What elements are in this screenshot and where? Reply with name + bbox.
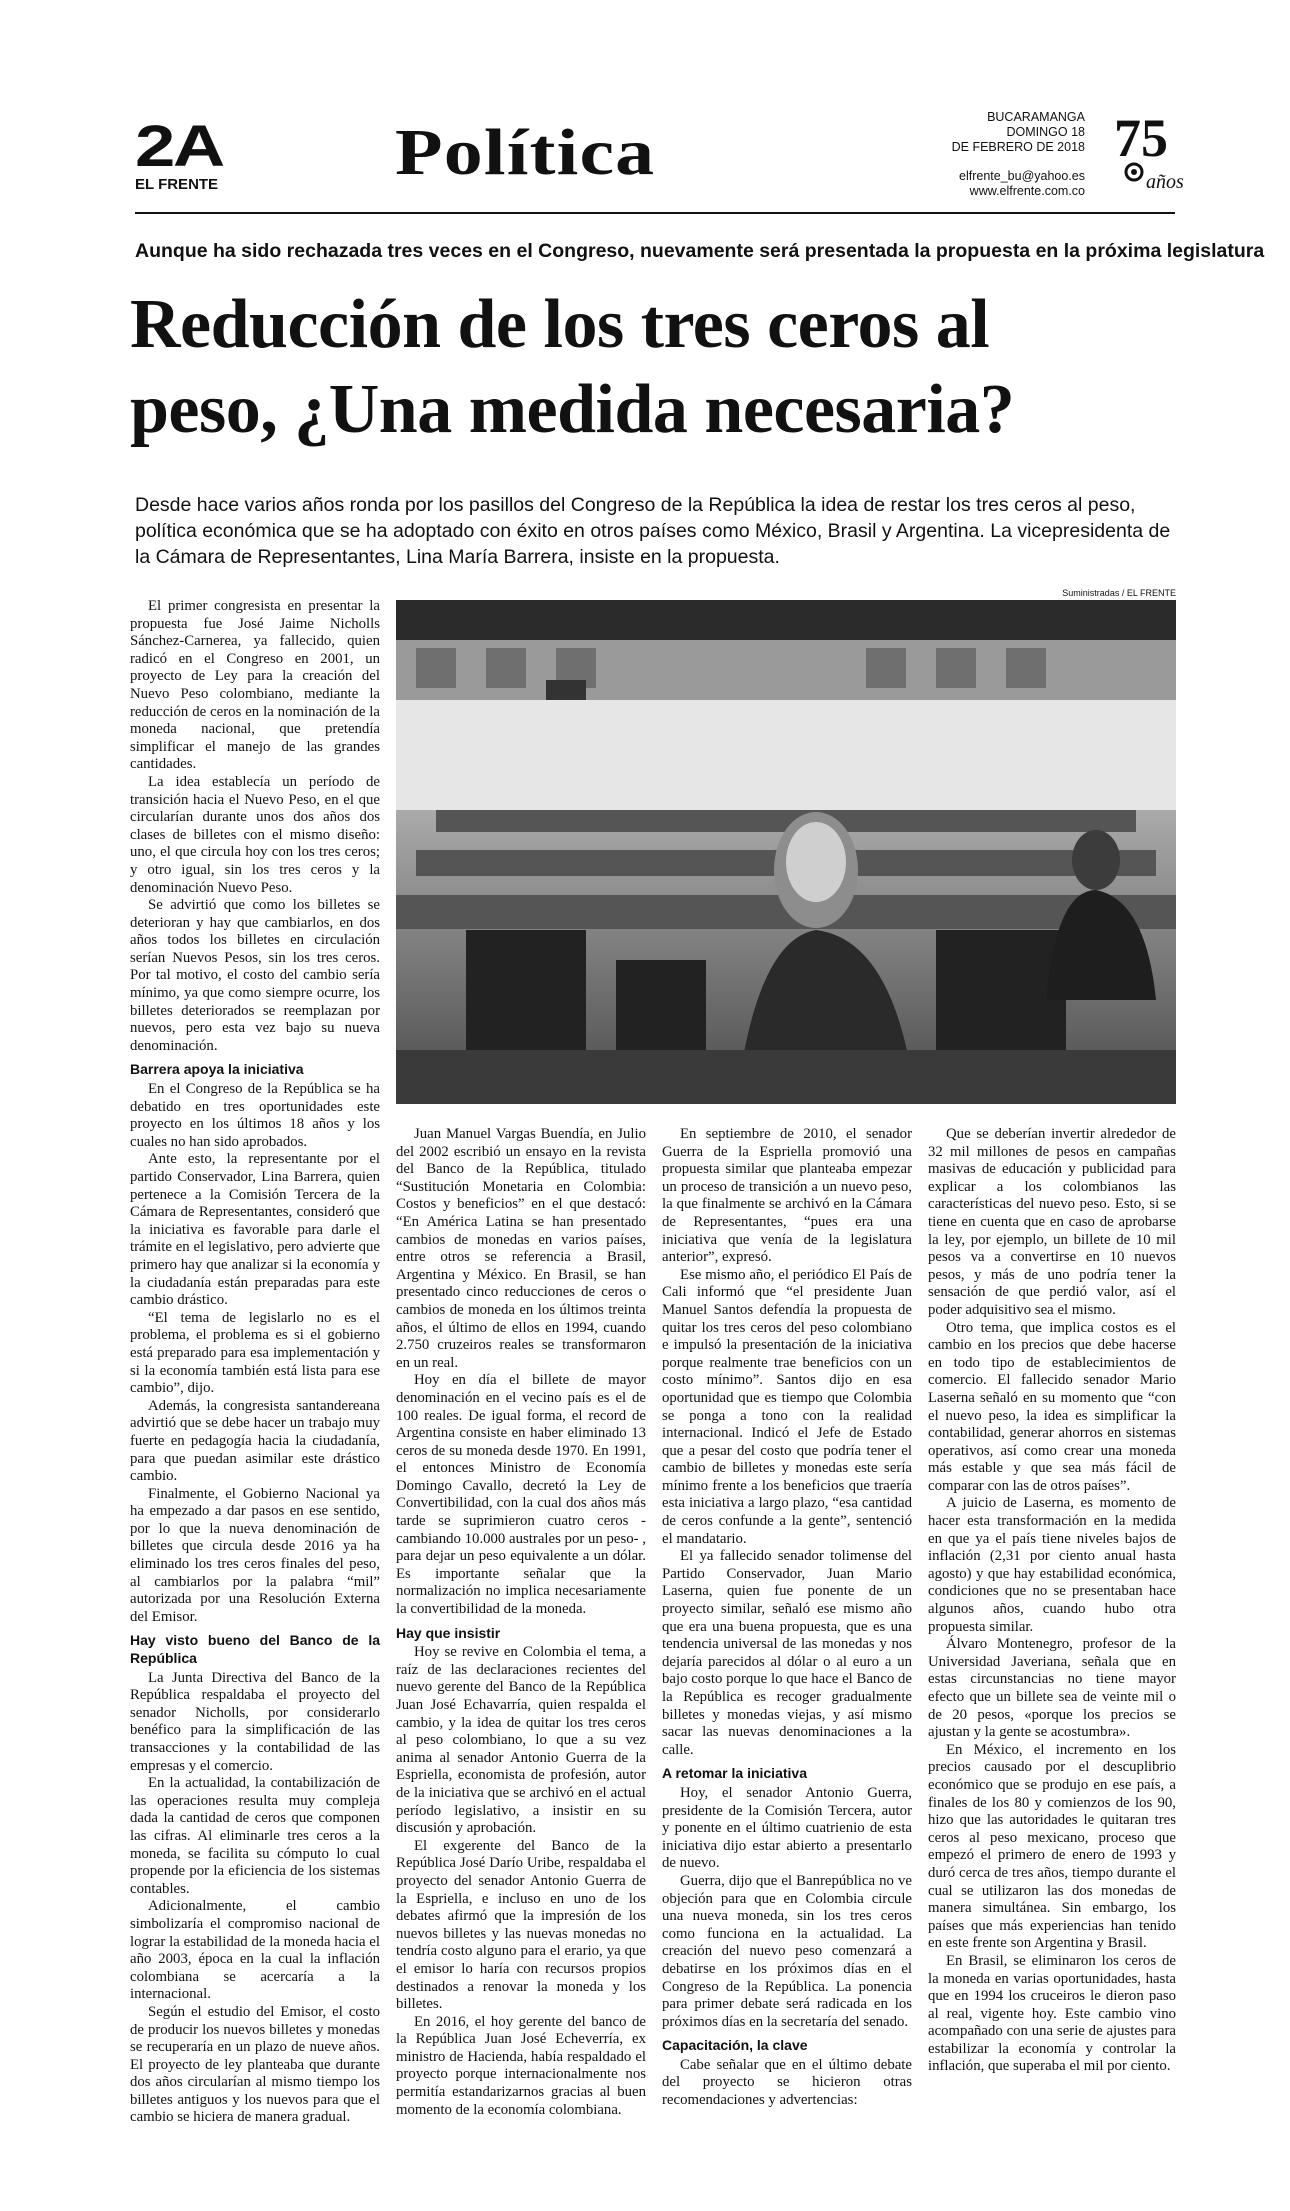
paragraph: “El tema de legislarlo no es el problema, el problema es si el gobierno está preparado para esa implementación y si la economía también está lista para ese cambio”, dijo. — [130, 1309, 380, 1397]
paragraph: En el Congreso de la República se ha debatido en tres oportunidades este proyecto en los últimos 18 años y los cuales no han sido aprobados. — [130, 1081, 380, 1150]
date-line-1: DOMINGO 18 — [1006, 125, 1085, 139]
paragraph: Ante esto, la representante por el partido Conservador, Lina Barrera, quien pertenece a la Comisión Tercera de la Cámara de Representantes, consideró que la iniciativa es favorable para darle el trámite en el legislativo, pero advierte que primero hay que analizar si la economía y la ciudadanía están preparadas para este cambio drástico. — [130, 1151, 380, 1309]
article-column-2 — [396, 1126, 646, 2119]
paragraph: Álvaro Montenegro, profesor de la Universidad Javeriana, señala que en estas circunstancias no tiene mayor efecto que un billete sea de veinte mil o de 20 pesos, «porque los precios se ajustan y la gente se acostumbra». — [928, 1636, 1176, 1741]
subheading: Hay que insistir — [396, 1624, 501, 1641]
contact-email[interactable]: elfrente_bu@yahoo.es — [959, 169, 1085, 183]
article-column-4 — [928, 1126, 1176, 2076]
masthead-meta — [865, 110, 1085, 199]
paragraph: Que se deberían invertir alrededor de 32 mil millones de pesos en campañas masivas de educación y publicidad para explicar a los colombianos las características del nuevo peso. Esto, si se tiene en cuenta que en caso de aprobarse la ley, por ejemplo, un billete de 10 mil pesos va a convertirse en 10 nuevos pesos, y más de uno podría tener la sensación de que perdió valor, así el poder adquisitivo sea el mismo. — [928, 1126, 1176, 1318]
paragraph: Además, la congresista santandereana advirtió que se debe hacer un trabajo muy fuerte en pedagogía hacia la ciudadanía, para que puedan asimilar este drástico cambio. — [130, 1397, 380, 1485]
headline-line-1: Reducción de los tres ceros al — [130, 286, 990, 363]
paragraph: El ya fallecido senador tolimense del Partido Conservador, Juan Mario Laserna, quien fue ponente de un proyecto similar, señaló ese mismo año que era una buena propuesta, que es una tendencia universal de las monedas y nos dejaría parecidos al dólar o al euro a un bajo costo porque lo que hace el Banco de la República es recoger gradualmente billetes y monedas viejas, y así mismo sacar las nuevas denominaciones a la calle. — [662, 1548, 912, 1758]
anniversary-logo — [1112, 104, 1192, 196]
subheading: A retomar la iniciativa — [662, 1765, 807, 1782]
masthead-rule — [135, 212, 1175, 214]
paragraph: Hoy se revive en Colombia el tema, a raíz de las declaraciones recientes del nuevo gerente del Banco de la República Juan José Echavarría, quien respalda el cambio, y la idea de quitar los tres ceros al peso colombiano, lo que a su vez anima al senador Antonio Guerra de la Espriella, economista de profesión, autor de la iniciativa que se archivó en el actual período legislativo, a insistir en su discusión y aprobación. — [396, 1644, 646, 1837]
paragraph: En septiembre de 2010, el senador Guerra de la Espriella promovió una propuesta similar que planteaba empezar un proceso de transición a un nuevo peso, la que finalmente se archivó en la Cámara de Representantes, “pues era una iniciativa que venía de la legislatura anterior”, expresó. — [662, 1126, 912, 1266]
paragraph: Adicionalmente, el cambio simbolizaría el compromiso nacional de lograr la estabilidad de la moneda hacia el año 2003, época en la cual la inflación colombiana se acercaría a la internacional. — [130, 1898, 380, 2003]
paragraph: En 2016, el hoy gerente del banco de la República Juan José Echeverría, ex ministro de Hacienda, había respaldado el proyecto porque internacionalmente nos permitía estandarizarnos gracias al buen momento de la economía colombiana. — [396, 2013, 646, 2118]
article-lead: Desde hace varios años ronda por los pasillos del Congreso de la República la idea de restar los tres ceros al peso, política económica que se ha adoptado con éxito en otros países como México, Brasil y Argentina. La vicepresidenta de la Cámara de Representantes, Lina María Barrera, insiste en la propuesta. — [135, 494, 1171, 568]
anniversary-number: 75 — [1114, 108, 1168, 168]
paragraph: A juicio de Laserna, es momento de hacer esta transformación en la medida en que ya el país tiene niveles bajos de inflación (2,31 por ciento anual hasta agosto) y que hay estabilidad económica, condiciones que no se presentaban hace algunos años, cuando hubo otra propuesta similar. — [928, 1495, 1176, 1635]
photo-credit: Suministradas / EL FRENTE — [1062, 588, 1176, 598]
date-line-2: DE FEBRERO DE 2018 — [951, 140, 1085, 154]
website-link[interactable]: www.elfrente.com.co — [969, 184, 1085, 198]
paragraph: Finalmente, el Gobierno Nacional ya ha empezado a dar pasos en ese sentido, por lo que la nueva denominación de billetes que circula desde 2016 ya ha eliminado los tres ceros finales del peso, al cambiarlos por la palabra “mil” autorizada por una Resolución Externa del Emisor. — [130, 1485, 380, 1625]
paragraph: Juan Manuel Vargas Buendía, en Julio del 2002 escribió un ensayo en la revista del Banco de la República, titulado “Sustitución Monetaria en Colombia: Costos y beneficios” en el que destacó: “En América Latina se han presentado cambios de monedas en varios países, entre otros se referencia a Brasil, Argentina y México. En Brasil, se han presentado cinco reducciones de ceros o cambios de moneda en los últimos treinta años, el último de ellos en 1994, cuando 2.750 cruzeiros reales se transformaron en un real. — [396, 1126, 646, 1371]
subheading: Barrera apoya la iniciativa — [130, 1061, 304, 1078]
city: BUCARAMANGA — [987, 110, 1085, 124]
page-number: 2A — [135, 114, 223, 179]
paragraph: Ese mismo año, el periódico El País de Cali informó que “el presidente Juan Manuel Santos defendía la propuesta de quitar los tres ceros del peso colombiano e impulsó la presentación de la iniciativa porque realmente trae beneficios con un costo mínimo”. Santos dijo en esa oportunidad que es tiempo que Colombia se ponga a tono con la realidad internacional. Indicó el Jefe de Estado que a pesar del costo que podría tener el cambio de billetes y monedas este sería mínimo frente a los beneficios que traería esta iniciativa a largo plazo, “esa cantidad de ceros confunde a la gente”, sentenció el mandatario. — [662, 1266, 912, 1547]
paragraph: Según el estudio del Emisor, el costo de producir los nuevos billetes y monedas se recuperaría en un plazo de nueve años. El proyecto de ley planteaba que durante dos años circularían al mismo tiempo los billetes antiguos y los nuevos para que el cambio se hiciera de manera gradual. — [130, 2003, 380, 2126]
paragraph: El primer congresista en presentar la propuesta fue José Jaime Nicholls Sánchez-Carnerea, ya fallecido, quien radicó en el Congreso en 2001, un proyecto de Ley para la creación del Nuevo Peso colombiano, mediante la reducción de ceros en la nominación de la moneda nacional, que pretendía simplificar el manejo de las grandes cantidades. — [130, 598, 380, 773]
paragraph: En México, el incremento en los precios causado por el descuplibrio económico que se produjo en ese país, a finales de los 80 y comienzos de los 90, hizo que las autoridades le quitaran tres ceros al peso mexicano, proceso que empezó el primero de enero de 1993 y duró cerca de tres años, tiempo durante el cual se utilizaron las dos monedas de manera simultánea. Sin embargo, los países que más experiencias han tenido en este frente son Argentina y Brasil. — [928, 1741, 1176, 1952]
article-column-1 — [130, 598, 380, 2127]
article-column-3 — [662, 1126, 912, 2110]
paragraph: Hoy, el senador Antonio Guerra, presidente de la Comisión Tercera, autor y ponente en el último cuatrienio de esta iniciativa dijo estar abierto a presentarlo de nuevo. — [662, 1784, 912, 1872]
newspaper-brand: EL FRENTE — [135, 176, 219, 193]
paragraph: Hoy en día el billete de mayor denominación en el vecino país es el de 100 reales. De igual forma, el record de Argentina consiste en haber eliminado 13 ceros de su moneda desde 1970. En 1991, el entonces Ministro de Economía Domingo Cavallo, decretó la Ley de Convertibilidad, con la cual dos años más tarde se suprimieron cuatro ceros -cambiando 10.000 australes por un peso- , para dejar un peso equivalente a un dólar. Es importante señalar que la normalización no implica necesariamente la convertibilidad de la moneda. — [396, 1372, 646, 1618]
paragraph: En la actualidad, la contabilización de las operaciones resulta muy compleja dada la cantidad de ceros que componen las cifras. Al eliminarle tres ceros a la moneda, se facilita su cómputo lo cual propende por la eficiencia de los sistemas contables. — [130, 1775, 380, 1897]
section-title: Política — [395, 116, 656, 189]
anniversary-word: años — [1146, 171, 1184, 193]
paragraph: Se advirtió que como los billetes se deterioran y hay que cambiarlos, en dos años todos los billetes en circulación serían Nuevos Pesos, sin los tres ceros. Por tal motivo, el costo del cambio sería mínimo, ya que como siempre ocurre, los billetes deteriorados se reemplazan por nuevos, pero esta vez bajo su nueva denominación. — [130, 897, 380, 1054]
paragraph: En Brasil, se eliminaron los ceros de la moneda en varias oportunidades, hasta que en 1994 los cruceiros le dieron paso al real, vigente hoy. Este cambio vino acompañado con una serie de ajustes para estabilizar la economía y controlar la inflación, que superaba el mil por ciento. — [928, 1952, 1176, 2075]
article-kicker: Aunque ha sido rechazada tres veces en el Congreso, nuevamente será presentada la propuesta en la próxima legislatura — [135, 240, 1265, 262]
paragraph: La Junta Directiva del Banco de la República respaldaba el proyecto del senador Nicholls, por considerarlo benéfico para la simplificación de las transacciones y la contabilidad de las empresas y el comercio. — [130, 1669, 380, 1774]
paragraph: La idea establecía un período de transición hacia el Nuevo Peso, en el que circularían durante unos dos años dos clases de billetes con el mismo diseño: uno, el que circula hoy con los tres ceros; y otro igual, sin los tres ceros y la denominación Nuevo Peso. — [130, 773, 380, 896]
paragraph: Guerra, dijo que el Banrepública no ve objeción para que en Colombia circule una nueva moneda, sin los tres ceros como funciona en la actualidad. La creación del nuevo peso comenzará a debatirse en los próximos días en el Congreso de la República. La ponencia para primer debate será radicada en los próximos días en la secretaría del senado. — [662, 1872, 912, 2030]
paragraph: El exgerente del Banco de la República José Darío Uribe, respaldaba el proyecto del senador Antonio Guerra de la Espriella, e incluso en uno de los debates afirmó que la impresión de los nuevos billetes y las nuevas monedas no tendría costo alguno para el erario, ya que el emisor lo haría con recursos propios destinados a renovar la moneda y los billetes. — [396, 1837, 646, 2013]
paragraph: Cabe señalar que en el último debate del proyecto se hicieron otras recomendaciones y advertencias: — [662, 2056, 912, 2109]
congress-photo — [396, 600, 1176, 1104]
article-headline — [130, 282, 1190, 452]
subheading: Hay visto bueno del Banco de la República — [130, 1632, 380, 1667]
subheading: Capacitación, la clave — [662, 2037, 808, 2054]
paragraph: Otro tema, que implica costos es el cambio en los precios que debe hacerse en todo tipo de establecimientos de comercio. El fallecido senador Mario Laserna señaló en su momento que “con el nuevo peso, la idea es simplificar la contabilidad, generar ahorros en sistemas operativos, así como crear una moneda más estable y que sea más fácil de comparar con las de otros países”. — [928, 1319, 1176, 1494]
headline-line-2: peso, ¿Una medida necesaria? — [130, 371, 1015, 448]
